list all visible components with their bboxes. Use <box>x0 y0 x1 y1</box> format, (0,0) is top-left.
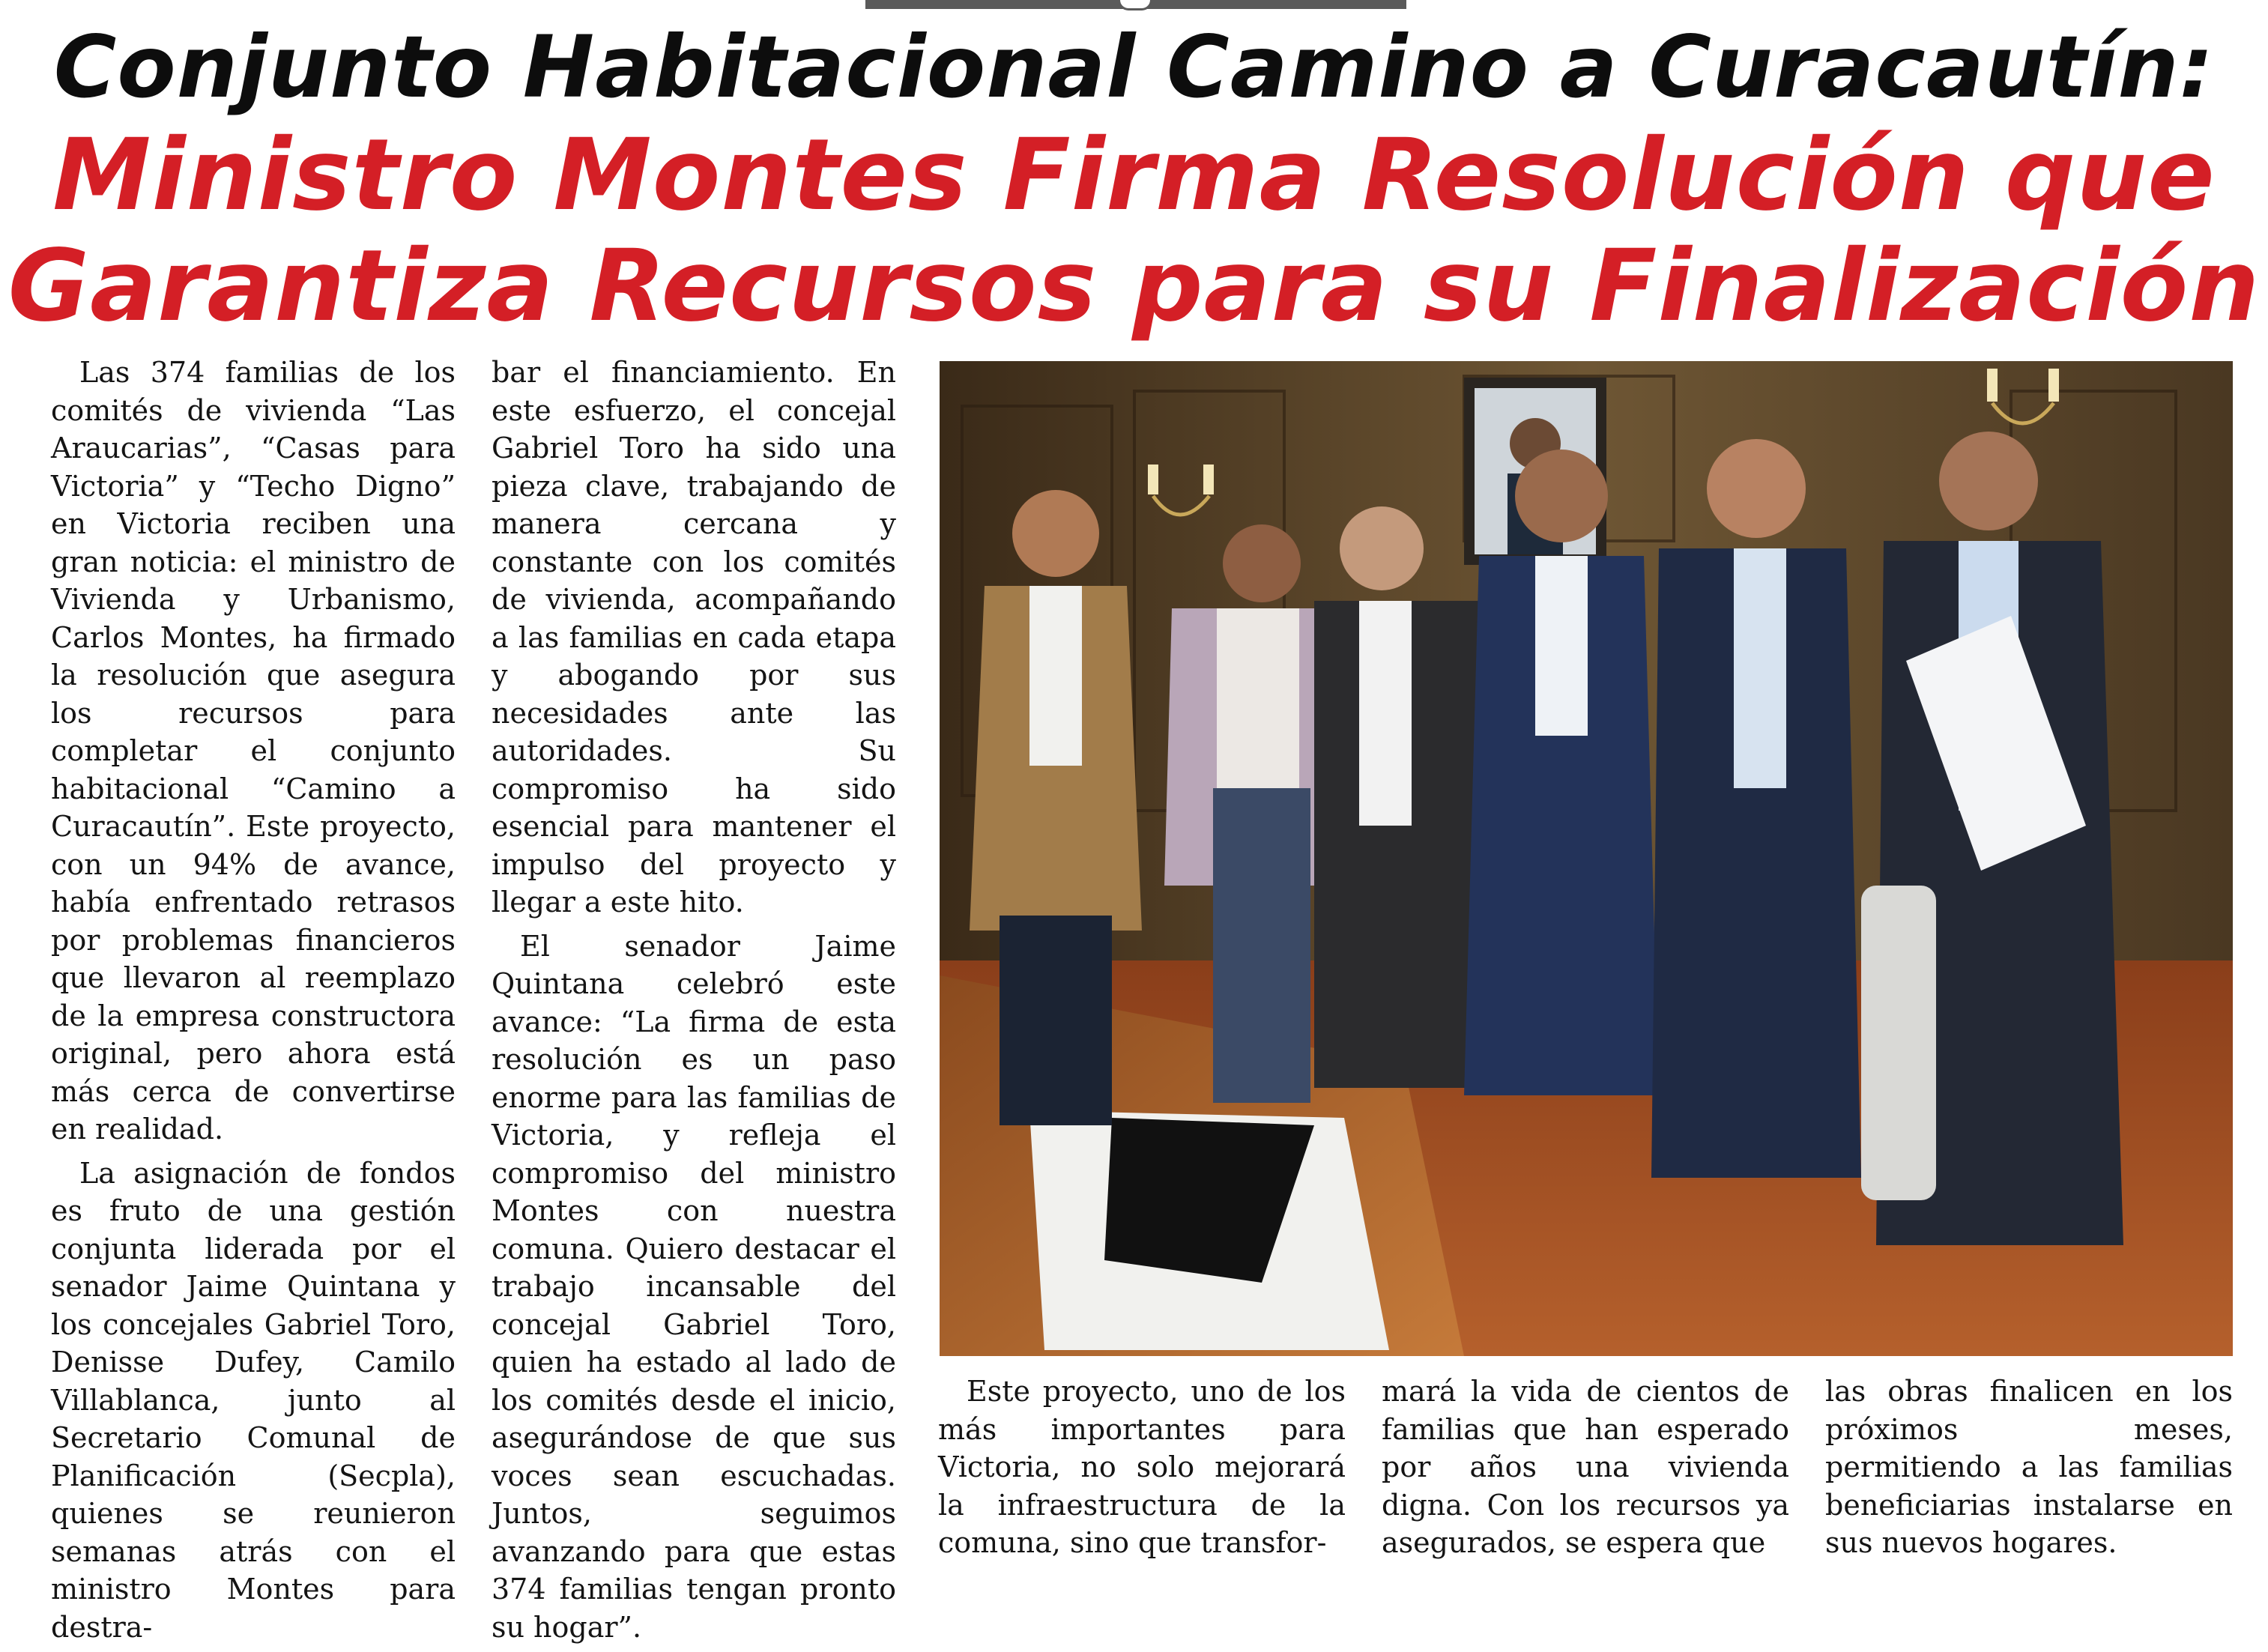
article-paragraph-continued: mará la vida de cientos de familias que han esperado por años una vivienda digna. Con los recursos ya asegurados, se espera que <box>1382 1375 1789 1559</box>
article-column-2 <box>492 354 896 1652</box>
article-paragraph: Este proyecto, uno de los más importantes para Victoria, no solo mejorará la infraestructura de la comuna, sino que transfor- <box>938 1375 1346 1559</box>
article-paragraph-continued: las obras finalicen en los próximos meses, permitiendo a las familias beneficiarias instalarse en sus nuevos hogares. <box>1825 1375 2233 1559</box>
article-photo <box>940 361 2233 1356</box>
headline-kicker: Conjunto Habitacional Camino a Curacautín: <box>53 17 2215 117</box>
article-paragraph: El senador Jaime Quintana celebró este avance: “La firma de esta resolución es un paso enorme para las familias de Victoria, y refleja el compromiso del ministro Montes con nuestra comuna. Quiero destacar el trabajo incansable del concejal Gabriel Toro, quien ha estado al lado de los comités desde el inicio, asegurándose de que sus voces sean escuchadas. Juntos, seguimos avanzando para que estas 374 familias tengan pronto su hogar”. <box>492 929 896 1644</box>
photo-group-meeting <box>940 361 2233 1356</box>
article-paragraph-continued: bar el financiamiento. En este esfuerzo, el concejal Gabriel Toro ha sido una pieza clave, trabajando de manera cercana y constante con los comités de vivienda, acompañando a las familias en cada etapa y abogando por sus necesidades ante las autoridades. Su compromiso ha sido esencial para mantener el impulso del proyecto y llegar a este hito. <box>492 356 896 919</box>
article-column-5 <box>1825 1373 2233 1568</box>
headline-main-line-1: Ministro Montes Firma Resolución que <box>52 118 2216 233</box>
article-column-4 <box>1382 1373 1789 1568</box>
article-column-3 <box>938 1373 1346 1568</box>
masthead-ornament <box>1118 0 1152 10</box>
headline-main-line-2: Garantiza Recursos para su Finalización <box>7 229 2261 344</box>
article-paragraph: La asignación de fondos es fruto de una gestión conjunta liderada por el senador Jaime Quintana y los concejales Gabriel Toro, Denisse Dufey, Camilo Villablanca, junto al Secretario Comunal de Planificación (Secpla), quienes se reunieron semanas atrás con el ministro Montes para destra- <box>51 1156 456 1644</box>
article-paragraph: Las 374 familias de los comités de vivienda “Las Araucarias”, “Casas para Victoria” y “Techo Digno” en Victoria reciben una gran noticia: el ministro de Vivienda y Urbanismo, Carlos Montes, ha firmado la resolución que asegura los recursos para completar el conjunto habitacional “Camino a Curacautín”. Este proyecto, con un 94% de avance, había enfrentado retrasos por problemas financieros que llevaron al reemplazo de la empresa constructora original, pero ahora está más cerca de convertirse en realidad. <box>51 356 456 1146</box>
article-column-1 <box>51 354 456 1652</box>
